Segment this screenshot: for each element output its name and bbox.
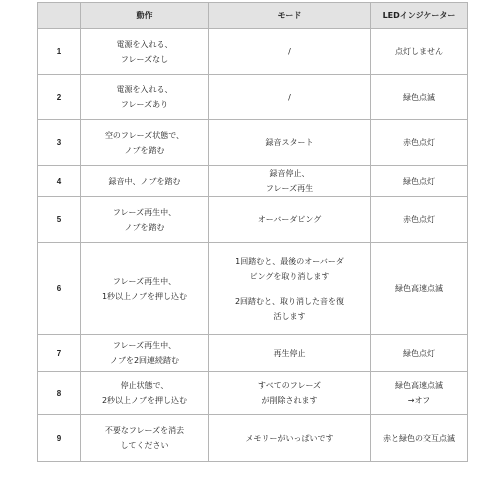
mode-cell	[209, 243, 371, 335]
mode-cell-line: 2回踏むと、取り消した音を復	[234, 296, 345, 306]
led-cell-line: 赤色点灯	[403, 215, 435, 224]
led-cell-line: 赤と緑色の交互点滅	[383, 433, 455, 443]
action-cell-line: 空のフレーズ状態で、	[104, 130, 185, 140]
led-cell	[371, 120, 468, 166]
mode-cell	[209, 29, 371, 75]
mode-cell-line: 活します	[273, 311, 306, 321]
mode-cell-line: すべてのフレーズ	[257, 381, 322, 390]
led-cell	[371, 197, 468, 243]
mode-cell	[209, 166, 371, 197]
table-row	[38, 29, 468, 75]
action-cell-line: 録音中、ノブを踏む	[108, 176, 181, 186]
mode-cell	[209, 120, 371, 166]
action-cell	[81, 372, 209, 415]
action-cell-line: ノブを踏む	[124, 145, 165, 155]
header-action: 動作	[81, 3, 209, 29]
action-cell-line: ノブを踏む	[124, 222, 165, 232]
mode-cell-line: フレーズ再生	[265, 184, 314, 193]
led-cell	[371, 415, 468, 462]
mode-cell	[209, 372, 371, 415]
led-cell-line: →オフ	[407, 396, 431, 405]
action-cell-line: 2秒以上ノブを押し込む	[101, 396, 188, 405]
header-number	[38, 3, 81, 29]
mode-cell	[209, 415, 371, 462]
led-cell-line: 緑色高速点滅	[395, 381, 443, 390]
mode-cell-line: 1回踏むと、最後のオーバーダ	[235, 256, 344, 266]
led-cell-line: 緑色点滅	[403, 92, 435, 102]
action-cell	[81, 197, 209, 243]
led-cell	[371, 166, 468, 197]
mode-cell-line: 録音停止、	[269, 169, 310, 178]
row-number: 9	[38, 415, 81, 462]
led-cell-line: 緑色点灯	[403, 348, 435, 358]
action-cell-line: フレーズ再生中、	[112, 276, 177, 286]
mode-cell	[209, 197, 371, 243]
mode-cell-line: ビングを取り消します	[249, 271, 330, 281]
header-row	[38, 3, 468, 29]
led-cell-line: 緑色点灯	[403, 176, 435, 186]
row-number: 5	[38, 197, 81, 243]
table-row	[38, 75, 468, 120]
action-cell-line: フレーズなし	[120, 54, 169, 64]
action-cell-line: 不要なフレーズを消去	[104, 426, 185, 435]
action-cell-line: 停止状態で、	[120, 381, 169, 390]
mode-cell-line: が削除されます	[261, 396, 318, 405]
led-cell	[371, 243, 468, 335]
action-cell	[81, 335, 209, 372]
led-cell-line: 赤色点灯	[403, 138, 435, 147]
action-cell	[81, 415, 209, 462]
table-row	[38, 243, 468, 335]
table-row	[38, 415, 468, 462]
action-cell	[81, 166, 209, 197]
line-gap	[213, 284, 366, 294]
led-cell-line: 点灯しません	[395, 47, 443, 56]
led-cell	[371, 335, 468, 372]
action-cell-line: してください	[120, 441, 169, 450]
led-cell-line: 緑色高速点滅	[395, 284, 443, 293]
action-cell-line: フレーズあり	[120, 100, 169, 109]
action-cell-line: ノブを2回連続踏む	[109, 356, 180, 365]
header-mode: モード	[209, 3, 371, 29]
mode-cell-line: /	[288, 92, 291, 102]
row-number: 1	[38, 29, 81, 75]
table-row	[38, 166, 468, 197]
action-cell-line: フレーズ再生中、	[112, 207, 177, 217]
table-row	[38, 120, 468, 166]
action-cell-line: 電源を入れる、	[116, 39, 173, 49]
row-number: 2	[38, 75, 81, 120]
table-row	[38, 197, 468, 243]
mode-cell-line: /	[288, 47, 291, 56]
row-number: 8	[38, 372, 81, 415]
table-row	[38, 335, 468, 372]
action-cell-line: 電源を入れる、	[116, 85, 173, 94]
led-cell	[371, 372, 468, 415]
row-number: 3	[38, 120, 81, 166]
action-cell-line: フレーズ再生中、	[112, 341, 177, 350]
table-row	[38, 372, 468, 415]
manual-table	[37, 2, 468, 462]
row-number: 6	[38, 243, 81, 335]
action-cell	[81, 243, 209, 335]
action-cell	[81, 120, 209, 166]
action-cell	[81, 29, 209, 75]
mode-cell	[209, 335, 371, 372]
row-number: 4	[38, 166, 81, 197]
mode-cell	[209, 75, 371, 120]
mode-cell-line: 再生停止	[273, 348, 306, 358]
action-cell-line: 1秒以上ノブを押し込む	[101, 291, 188, 301]
mode-cell-line: 録音スタート	[265, 138, 314, 147]
mode-cell-line: メモリーがいっぱいです	[245, 433, 334, 443]
mode-cell-line: オーバーダビング	[257, 215, 322, 224]
row-number: 7	[38, 335, 81, 372]
led-cell	[371, 75, 468, 120]
led-cell	[371, 29, 468, 75]
action-cell	[81, 75, 209, 120]
header-led: LEDインジケーター	[371, 3, 468, 29]
